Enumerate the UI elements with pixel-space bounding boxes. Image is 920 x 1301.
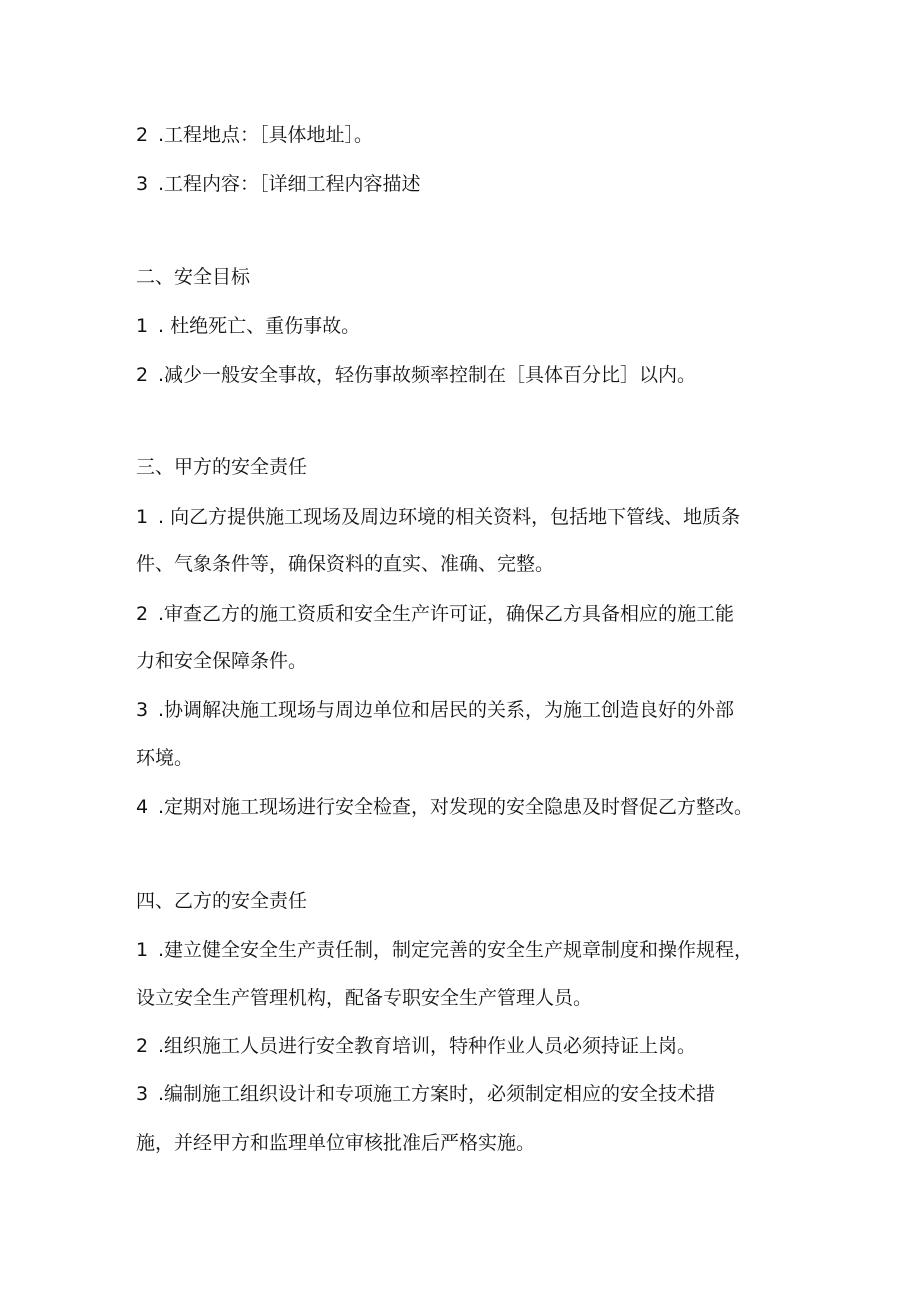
- item-number: 2: [136, 1035, 149, 1057]
- list-item-continuation: 施，并经甲方和监理单位审核批准后严格实施。: [136, 1132, 536, 1154]
- item-number: 2: [136, 124, 149, 146]
- item-number: 2: [136, 603, 149, 625]
- item-number: 3: [136, 1083, 149, 1105]
- list-item: [136, 362, 796, 388]
- list-item-continuation: 件、气象条件等，确保资料的直实、准确、完整。: [136, 553, 555, 575]
- project-location-line: [136, 122, 796, 148]
- list-item-continuation: 设立安全生产管理机构，配备专职安全生产管理人员。: [136, 987, 593, 1009]
- list-item: [136, 794, 796, 820]
- item-text: .编制施工组织设计和专项施工方案时，必须制定相应的安全技术措: [158, 1083, 716, 1105]
- item-text: .减少一般安全事故，轻伤事故频率控制在［具体百分比］以内。: [158, 364, 697, 386]
- list-item: [136, 697, 796, 723]
- item-number: 4: [136, 796, 149, 818]
- item-number: 2: [136, 364, 149, 386]
- list-item: [136, 937, 796, 963]
- section-heading-party-a: 三、甲方的安全责任: [136, 456, 308, 478]
- item-text: .建立健全安全生产责任制，制定完善的安全生产规章制度和操作规程，: [158, 939, 754, 961]
- item-text: . 向乙方提供施工现场及周边环境的相关资料，包括地下管线、地质条: [158, 506, 741, 528]
- item-number: 1: [136, 315, 149, 337]
- list-item: [136, 504, 796, 530]
- project-content-line: [136, 171, 796, 197]
- list-item-continuation: 力和安全保障条件。: [136, 650, 308, 672]
- item-text: . 杜绝死亡、重伤事故。: [158, 315, 361, 337]
- section-heading-safety-goals: 二、安全目标: [136, 266, 251, 288]
- item-text: .审查乙方的施工资质和安全生产许可证，确保乙方具备相应的施工能: [158, 603, 735, 625]
- item-text: .工程地点：［具体地址］。: [158, 124, 374, 146]
- item-number: 3: [136, 699, 149, 721]
- list-item: [136, 1033, 796, 1059]
- item-number: 1: [136, 939, 149, 961]
- item-number: 3: [136, 173, 149, 195]
- item-text: .定期对施工现场进行安全检查，对发现的安全隐患及时督促乙方整改。: [158, 796, 754, 818]
- list-item-continuation: 环境。: [136, 747, 194, 769]
- item-text: .组织施工人员进行安全教育培训，特种作业人员必须持证上岗。: [158, 1035, 697, 1057]
- item-number: 1: [136, 506, 149, 528]
- list-item: [136, 313, 796, 339]
- list-item: [136, 601, 796, 627]
- item-text: .工程内容：［详细工程内容描述: [158, 173, 421, 195]
- section-heading-party-b: 四、乙方的安全责任: [136, 890, 308, 912]
- item-text: .协调解决施工现场与周边单位和居民的关系，为施工创造良好的外部: [158, 699, 735, 721]
- list-item: [136, 1081, 796, 1107]
